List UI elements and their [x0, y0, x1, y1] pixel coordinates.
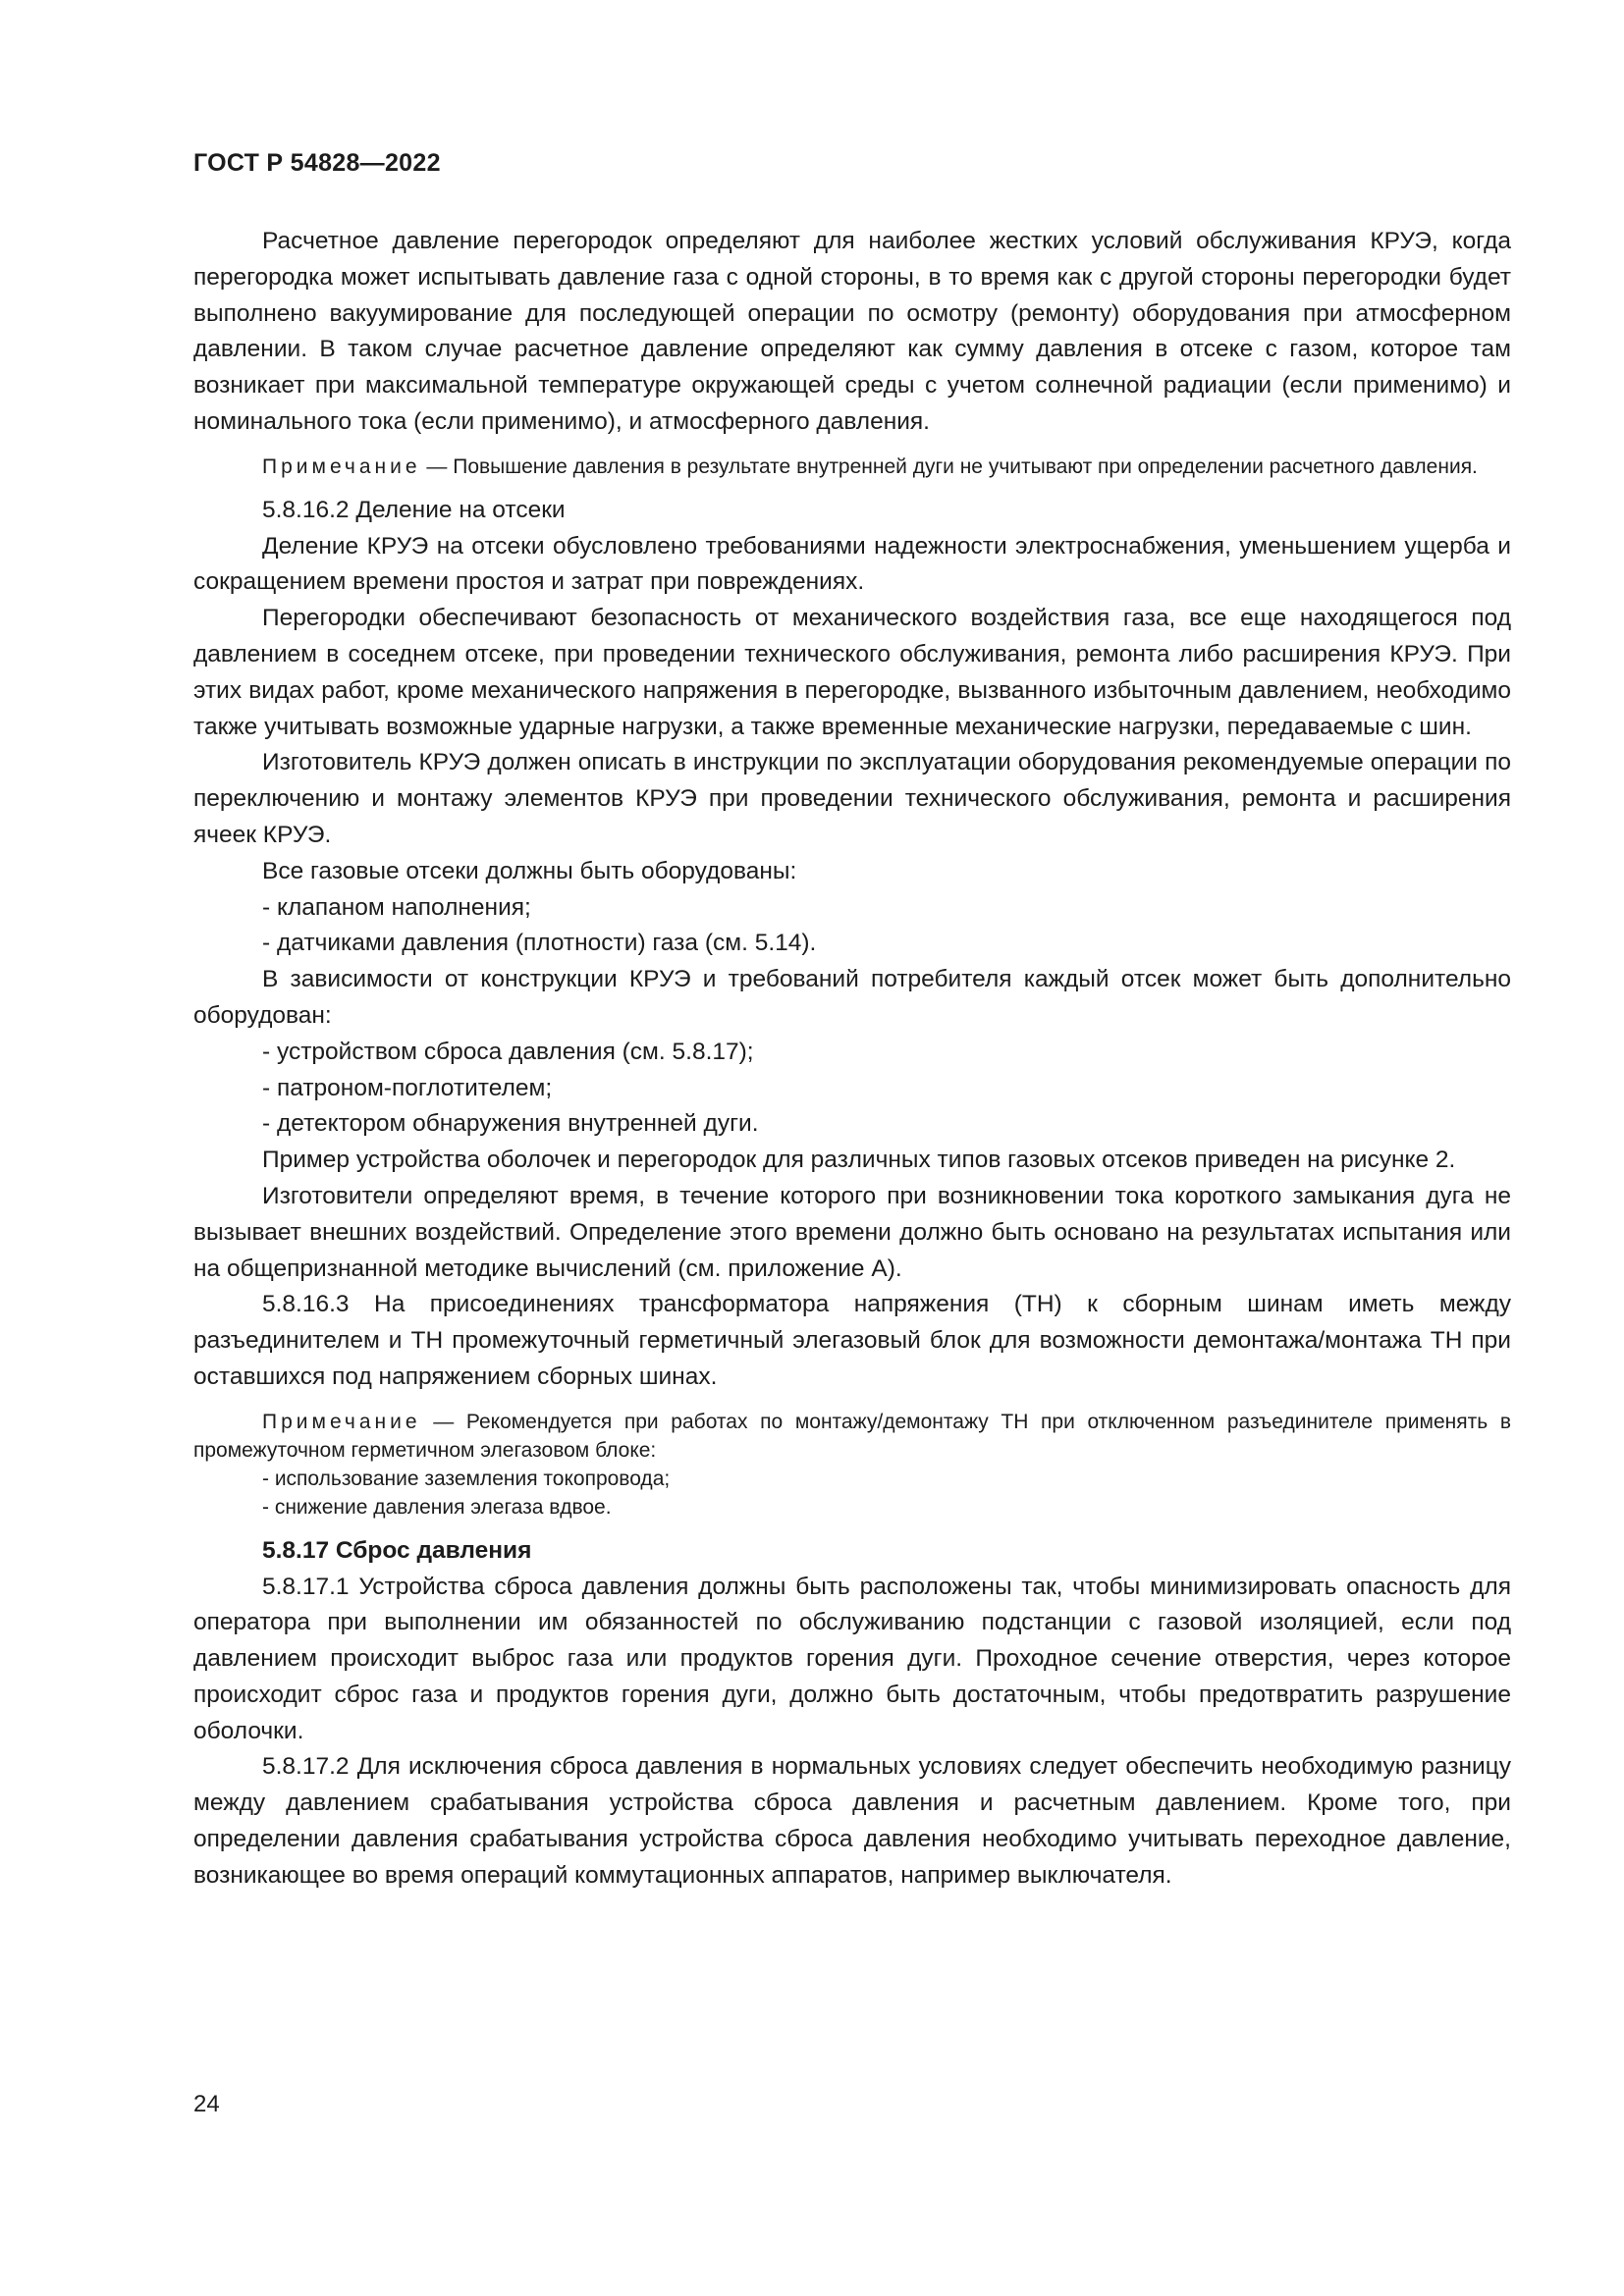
list-item: - клапаном наполнения; [262, 893, 531, 921]
note-label: Примечание [262, 1410, 421, 1433]
note-text: — Рекомендуется при работах по монтажу/демонтажу ТН при отключенном разъединителе применять в промежуточном герметичном элегазовом блоке: [193, 1410, 1511, 1462]
page-number: 24 [193, 2091, 220, 2117]
subsection-heading-5-8-16-2: 5.8.16.2 Деление на отсеки [262, 496, 566, 523]
section-heading-5-8-17: 5.8.17 Сброс давления [262, 1536, 532, 1564]
paragraph-manufacturer-instructions: Изготовитель КРУЭ должен описать в инструкции по эксплуатации оборудования рекомендуемые операции по переключению и монтажу элементов КРУЭ при проведении технического обслуживания, ремонта и расширения ячеек КРУЭ. [193, 749, 1511, 848]
list-item: - патроном-поглотителем; [262, 1074, 553, 1101]
document-body [193, 224, 1511, 1895]
note-label: Примечание [262, 454, 421, 478]
note-arc-pressure [193, 453, 1511, 481]
note-list-item: - использование заземления токопровода; [262, 1467, 671, 1490]
paragraph-5-8-16-3: 5.8.16.3 На присоединениях трансформатора напряжения (ТН) к сборным шинам иметь между разъединителем и ТН промежуточный герметичный элегазовый блок для возможности демонтажа/монтажа ТН при оставшихся под напряжением сборных шинах. [193, 1291, 1511, 1390]
list-item: - устройством сброса давления (см. 5.8.17); [262, 1038, 754, 1065]
note-list-item: - снижение давления элегаза вдвое. [262, 1495, 612, 1519]
paragraph-partitions-safety: Перегородки обеспечивают безопасность от механического воздействия газа, все еще находящегося под давлением в соседнем отсеке, при проведении технического обслуживания, ремонта либо расширения КРУЭ. При этих видах работ, кроме механического напряжения в перегородке, вызванного избыточным давлением, необходимо также учитывать возможные ударные нагрузки, а также временные механические нагрузки, передаваемые с шин. [193, 605, 1511, 740]
list-item: - датчиками давления (плотности) газа (см. 5.14). [262, 930, 817, 957]
document-header: ГОСТ Р 54828—2022 [193, 149, 441, 177]
paragraph-compartments-purpose: Деление КРУЭ на отсеки обусловлено требованиями надежности электроснабжения, уменьшением ущерба и сокращением времени простоя и затрат при повреждениях. [193, 532, 1511, 596]
paragraph-optional-equipment: В зависимости от конструкции КРУЭ и требований потребителя каждый отсек может быть дополнительно оборудован: [193, 966, 1511, 1029]
note-text: — Повышение давления в результате внутренней дуги не учитывают при определении расчетного давления. [420, 454, 1478, 478]
paragraph-figure-reference: Пример устройства оболочек и перегородок для различных типов газовых отсеков приведен на рисунке 2. [262, 1147, 1456, 1174]
paragraph-gas-compartments: Все газовые отсеки должны быть оборудованы: [262, 857, 797, 884]
paragraph-5-8-17-2: 5.8.17.2 Для исключения сброса давления в нормальных условиях следует обеспечить необходимую разницу между давлением срабатывания устройства сброса давления и расчетным давлением. Кроме того, при определении давления срабатывания устройства сброса давления необходимо учитывать переходное давление, возникающее во время операций коммутационных аппаратов, например выключателя. [193, 1753, 1511, 1889]
paragraph-arc-time: Изготовители определяют время, в течение которого при возникновении тока короткого замыкания дуга не вызывает внешних воздействий. Определение этого времени должно быть основано на результатах испытания или на общепризнанной методике вычислений (см. приложение А). [193, 1182, 1511, 1282]
list-item: - детектором обнаружения внутренней дуги. [262, 1110, 759, 1138]
paragraph-5-8-17-1: 5.8.17.1 Устройства сброса давления должны быть расположены так, чтобы минимизировать опасность для оператора при выполнении им обязанностей по обслуживанию подстанции с газовой изоляцией, если под давлением происходит выброс газа или продуктов горения дуги. Проходное сечение отверстия, через которое происходит сброс газа и продуктов горения дуги, должно быть достаточным, чтобы предотвратить разрушение оболочки. [193, 1573, 1511, 1744]
paragraph-design-pressure: Расчетное давление перегородок определяют для наиболее жестких условий обслуживания КРУЭ, когда перегородка может испытывать давление газа с одной стороны, в то время как с другой стороны перегородки будет выполнено вакуумирование для последующей операции по осмотру (ремонту) оборудования при атмосферном давлении. В таком случае расчетное давление определяют как сумму давления в отсеке с газом, которое там возникает при максимальной температуре окружающей среды с учетом солнечной радиации (если применимо) и номинального тока (если применимо), и атмосферного давления. [193, 228, 1511, 435]
note-vt-mounting [193, 1408, 1511, 1465]
